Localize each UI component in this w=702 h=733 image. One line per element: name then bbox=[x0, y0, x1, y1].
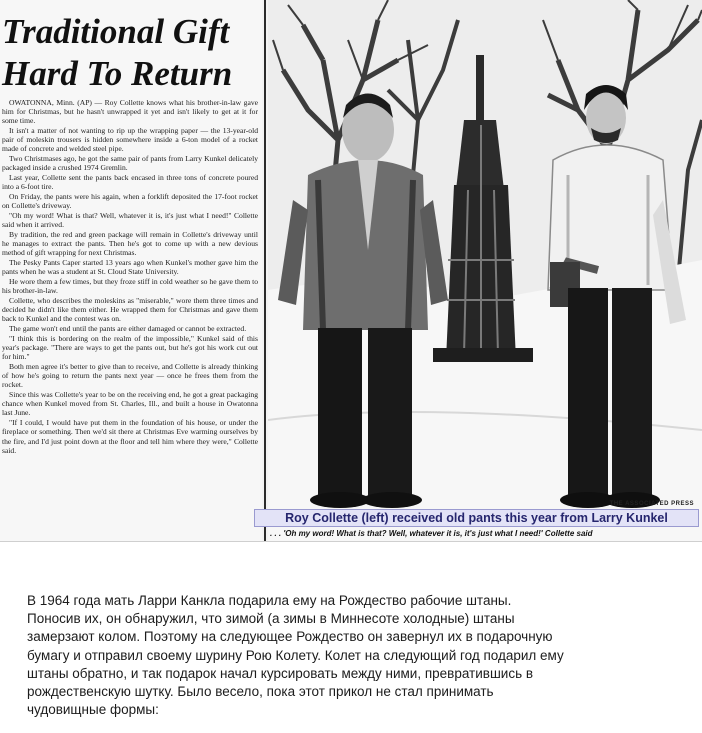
news-photo bbox=[268, 0, 702, 541]
translation-line: чудовищные формы: bbox=[27, 702, 159, 718]
article-paragraph: The game won't end until the pants are either damaged or cannot be extracted. bbox=[9, 324, 247, 334]
headline-line-2: Hard To Return bbox=[2, 54, 233, 93]
column-divider bbox=[264, 0, 266, 541]
article-paragraph: "If I could, I would have put them in the foundation of his house, or under the fireplace or something. Then we'd sit there at Christmas Eve warming ourselves by the fire, and I'd just point down at the floor and tell him where they were," Collette said. bbox=[2, 418, 258, 455]
article-paragraph: Both men agree it's better to give than to receive, and Collette is already thinking of how he's going to return the pants next year — once he frees them from the rocket. bbox=[2, 362, 258, 390]
translation-line: рождественскую шутку. Было весело, пока этот прикол не стал принимать bbox=[27, 684, 494, 700]
translation-line: штаны обратно, и так подарок начал курсировать между ними, превратившись в bbox=[27, 665, 534, 681]
translation-line: замерзают колом. Поэтому на следующее Рождество он завернул их в подарочную bbox=[27, 629, 553, 645]
article-paragraph: OWATONNA, Minn. (AP) — Roy Collette knows what his brother-in-law gave him for Christmas, but he hasn't unwrapped it yet and isn't likely to get at it for some time. bbox=[2, 98, 258, 126]
article-paragraph: "I think this is bordering on the realm of the impossible," Kunkel said of this year's package. "There are ways to get the pants out, but he's got his work cut out for him." bbox=[2, 334, 258, 362]
headline-line-1: Traditional Gift bbox=[2, 12, 230, 51]
article-paragraph: Last year, Collette sent the pants back encased in three tons of concrete poured into a 6-foot tire. bbox=[2, 173, 258, 192]
photo-credit: THE ASSOCIATED PRESS bbox=[609, 501, 694, 507]
article-paragraph: Two Christmases ago, he got the same pair of pants from Larry Kunkel delicately packaged inside a crushed 1974 Gremlin. bbox=[2, 154, 258, 173]
article-paragraph: It isn't a matter of not wanting to rip up the wrapping paper — the 13-year-old pair of moleskin trousers is hidden somewhere inside a 6-ton model of a rocket made of concrete and welded steel pipe. bbox=[2, 126, 258, 154]
article-paragraph: Since this was Collette's year to be on the receiving end, he got a great packaging chance when Kunkel moved from St. Charles, Ill., and built a house in Owatonna last June. bbox=[2, 390, 258, 418]
article-paragraph: "Oh my word! What is that? Well, whatever it is, it's just what I need!" Collette said when it arrived. bbox=[2, 211, 258, 230]
photo-illustration bbox=[268, 0, 702, 541]
article-column bbox=[0, 0, 262, 541]
translation-line: бумагу и отправил своему шурину Рою Колету. Колет на следующий год подарил ему bbox=[27, 647, 564, 663]
article-paragraph: He wore them a few times, but they froze stiff in cold weather so he gave them to his brother-in-law. bbox=[2, 277, 258, 296]
article-paragraph: On Friday, the pants were his again, when a forklift deposited the 17-foot rocket on Collette's driveway. bbox=[2, 192, 258, 211]
translation-line: Поносив их, он обнаружил, что зимой (а зимы в Миннесоте холодные) штаны bbox=[27, 611, 515, 627]
photo-quote-caption: . . . 'Oh my word! What is that? Well, whatever it is, it's just what I need!' Collette said bbox=[270, 529, 593, 538]
article-body bbox=[2, 98, 258, 456]
article-paragraph: By tradition, the red and green package will remain in Collette's driveway until he manages to extract the pants. Then he's got to come up with a new devious method of gift wrapping for next Christmas. bbox=[2, 230, 258, 258]
photo-caption: Roy Collette (left) received old pants this year from Larry Kunkel bbox=[254, 509, 699, 527]
translation-line: В 1964 года мать Ларри Канкла подарила ему на Рождество рабочие штаны. bbox=[27, 593, 512, 608]
article-paragraph: The Pesky Pants Caper started 13 years ago when Kunkel's mother gave him the pants when he was a student at St. Cloud State University. bbox=[2, 258, 258, 277]
article-paragraph: Collette, who describes the moleskins as "miserable," wore them three times and decided he didn't like them either. He wrapped them for Christmas and gave them back to Kunkel and the contest was on. bbox=[2, 296, 258, 324]
translation-text bbox=[27, 592, 677, 719]
